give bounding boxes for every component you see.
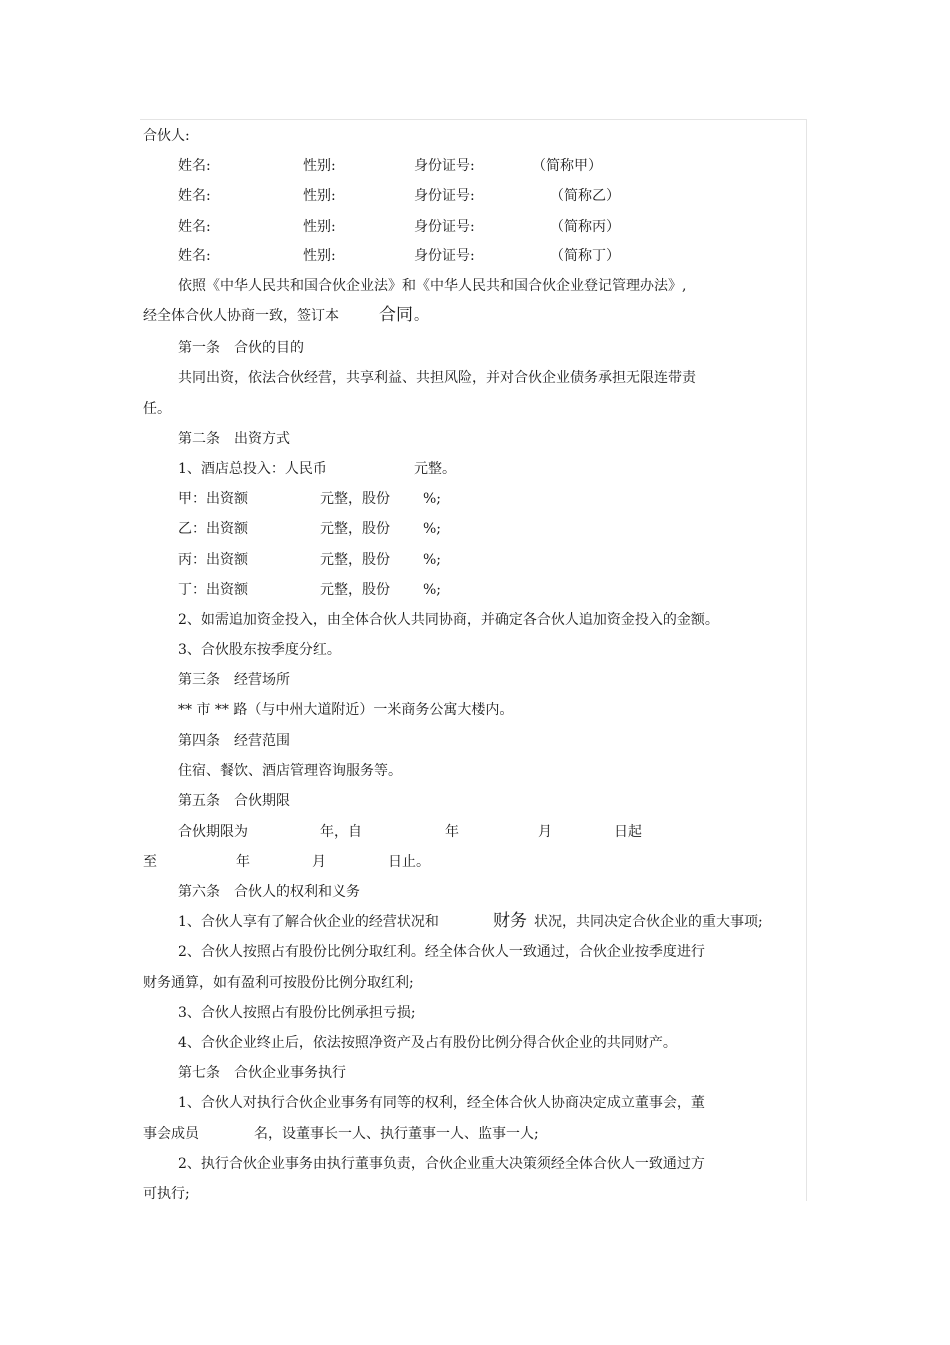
article-6-item-1-cont: 状况，共同决定合伙企业的重大事项;: [534, 914, 763, 930]
contract-word: 合同: [379, 305, 413, 325]
article-1-text: 共同出资，依法合伙经营，共享利益、共担风险，并对合伙企业债务承担无限连带责: [178, 370, 696, 386]
share-percent: %;: [423, 552, 442, 568]
term-end-month: 月: [312, 854, 326, 870]
abbr-ding: （简称丁）: [550, 248, 620, 264]
id-label: 身份证号:: [414, 188, 475, 204]
total-investment: 1、酒店总投入：人民币: [178, 461, 327, 477]
abbr-yi: （简称乙）: [550, 188, 620, 204]
term-label: 合伙期限为: [178, 824, 248, 840]
preamble-line-2: 经全体合伙人协商一致，签订本: [143, 308, 339, 324]
abbr-bing: （简称丙）: [550, 219, 620, 235]
partners-title: 合伙人:: [143, 128, 190, 144]
article-4-text: 住宿、餐饮、酒店管理咨询服务等。: [178, 763, 402, 779]
term-day-end: 日止。: [388, 854, 430, 870]
id-label: 身份证号:: [414, 158, 475, 174]
article-1-title: 第一条 合伙的目的: [178, 340, 304, 356]
article-2-item-2: 2、如需追加资金投入，由全体合伙人共同协商，并确定各合伙人追加资金投入的金额。: [178, 612, 719, 628]
id-label: 身份证号:: [414, 219, 475, 235]
article-6-item-3: 3、合伙人按照占有股份比例承担亏损;: [178, 1005, 416, 1021]
article-6-title: 第六条 合伙人的权利和义务: [178, 884, 360, 900]
term-month: 月: [538, 824, 552, 840]
name-label: 姓名:: [178, 219, 211, 235]
contribution-unit: 元整，股份: [320, 582, 390, 598]
article-2-item-3: 3、合伙股东按季度分红。: [178, 642, 341, 658]
article-7-title: 第七条 合伙企业事务执行: [178, 1065, 346, 1081]
share-percent: %;: [423, 582, 442, 598]
article-6-item-4: 4、合伙企业终止后，依法按照净资产及占有股份比例分得合伙企业的共同财产。: [178, 1035, 677, 1051]
gender-label: 性别:: [303, 248, 336, 264]
contribution-unit: 元整，股份: [320, 521, 390, 537]
board-members: 事会成员: [143, 1126, 199, 1142]
article-6-item-2: 2、合伙人按照占有股份比例分取红利。经全体合伙人一致通过，合伙企业按季度进行: [178, 944, 705, 960]
term-year-from: 年，自: [320, 824, 362, 840]
gender-label: 性别:: [303, 188, 336, 204]
name-label: 姓名:: [178, 158, 211, 174]
period: 。: [414, 308, 428, 324]
term-to: 至: [143, 854, 157, 870]
term-year: 年: [445, 824, 459, 840]
gender-label: 性别:: [303, 219, 336, 235]
preamble-line-1: 依照《中华人民共和国合伙企业法》和《中华人民共和国合伙企业登记管理办法》,: [178, 278, 687, 294]
share-percent: %;: [423, 521, 442, 537]
gender-label: 性别:: [303, 158, 336, 174]
finance-word: 财务: [493, 911, 527, 931]
contribution-bing: 丙：出资额: [178, 552, 248, 568]
term-end-year: 年: [236, 854, 250, 870]
article-2-title: 第二条 出资方式: [178, 431, 290, 447]
name-label: 姓名:: [178, 248, 211, 264]
board-members-cont: 名，设董事长一人、执行董事一人、监事一人;: [254, 1126, 539, 1142]
article-1-text-cont: 任。: [143, 401, 171, 417]
contribution-jia: 甲：出资额: [178, 491, 248, 507]
term-day-start: 日起: [614, 824, 642, 840]
share-percent: %;: [423, 491, 442, 507]
contribution-ding: 丁：出资额: [178, 582, 248, 598]
name-label: 姓名:: [178, 188, 211, 204]
contribution-yi: 乙：出资额: [178, 521, 248, 537]
article-6-item-2-cont: 财务通算，如有盈利可按股份比例分取红利;: [143, 975, 414, 991]
article-7-item-1: 1、合伙人对执行合伙企业事务有同等的权利，经全体合伙人协商决定成立董事会，董: [178, 1095, 705, 1111]
article-6-item-1: 1、合伙人享有了解合伙企业的经营状况和: [178, 914, 439, 930]
article-7-item-2-cont: 可执行;: [143, 1186, 190, 1202]
contribution-unit: 元整，股份: [320, 491, 390, 507]
contribution-unit: 元整，股份: [320, 552, 390, 568]
id-label: 身份证号:: [414, 248, 475, 264]
article-5-title: 第五条 合伙期限: [178, 793, 290, 809]
article-3-text: ** 市 ** 路（与中州大道附近）一米商务公寓大楼内。: [178, 702, 514, 718]
article-4-title: 第四条 经营范围: [178, 733, 290, 749]
article-7-item-2: 2、执行合伙企业事务由执行董事负责，合伙企业重大决策须经全体合伙人一致通过方: [178, 1156, 705, 1172]
article-3-title: 第三条 经营场所: [178, 672, 290, 688]
abbr-jia: （简称甲）: [532, 158, 602, 174]
total-investment-unit: 元整。: [414, 461, 456, 477]
